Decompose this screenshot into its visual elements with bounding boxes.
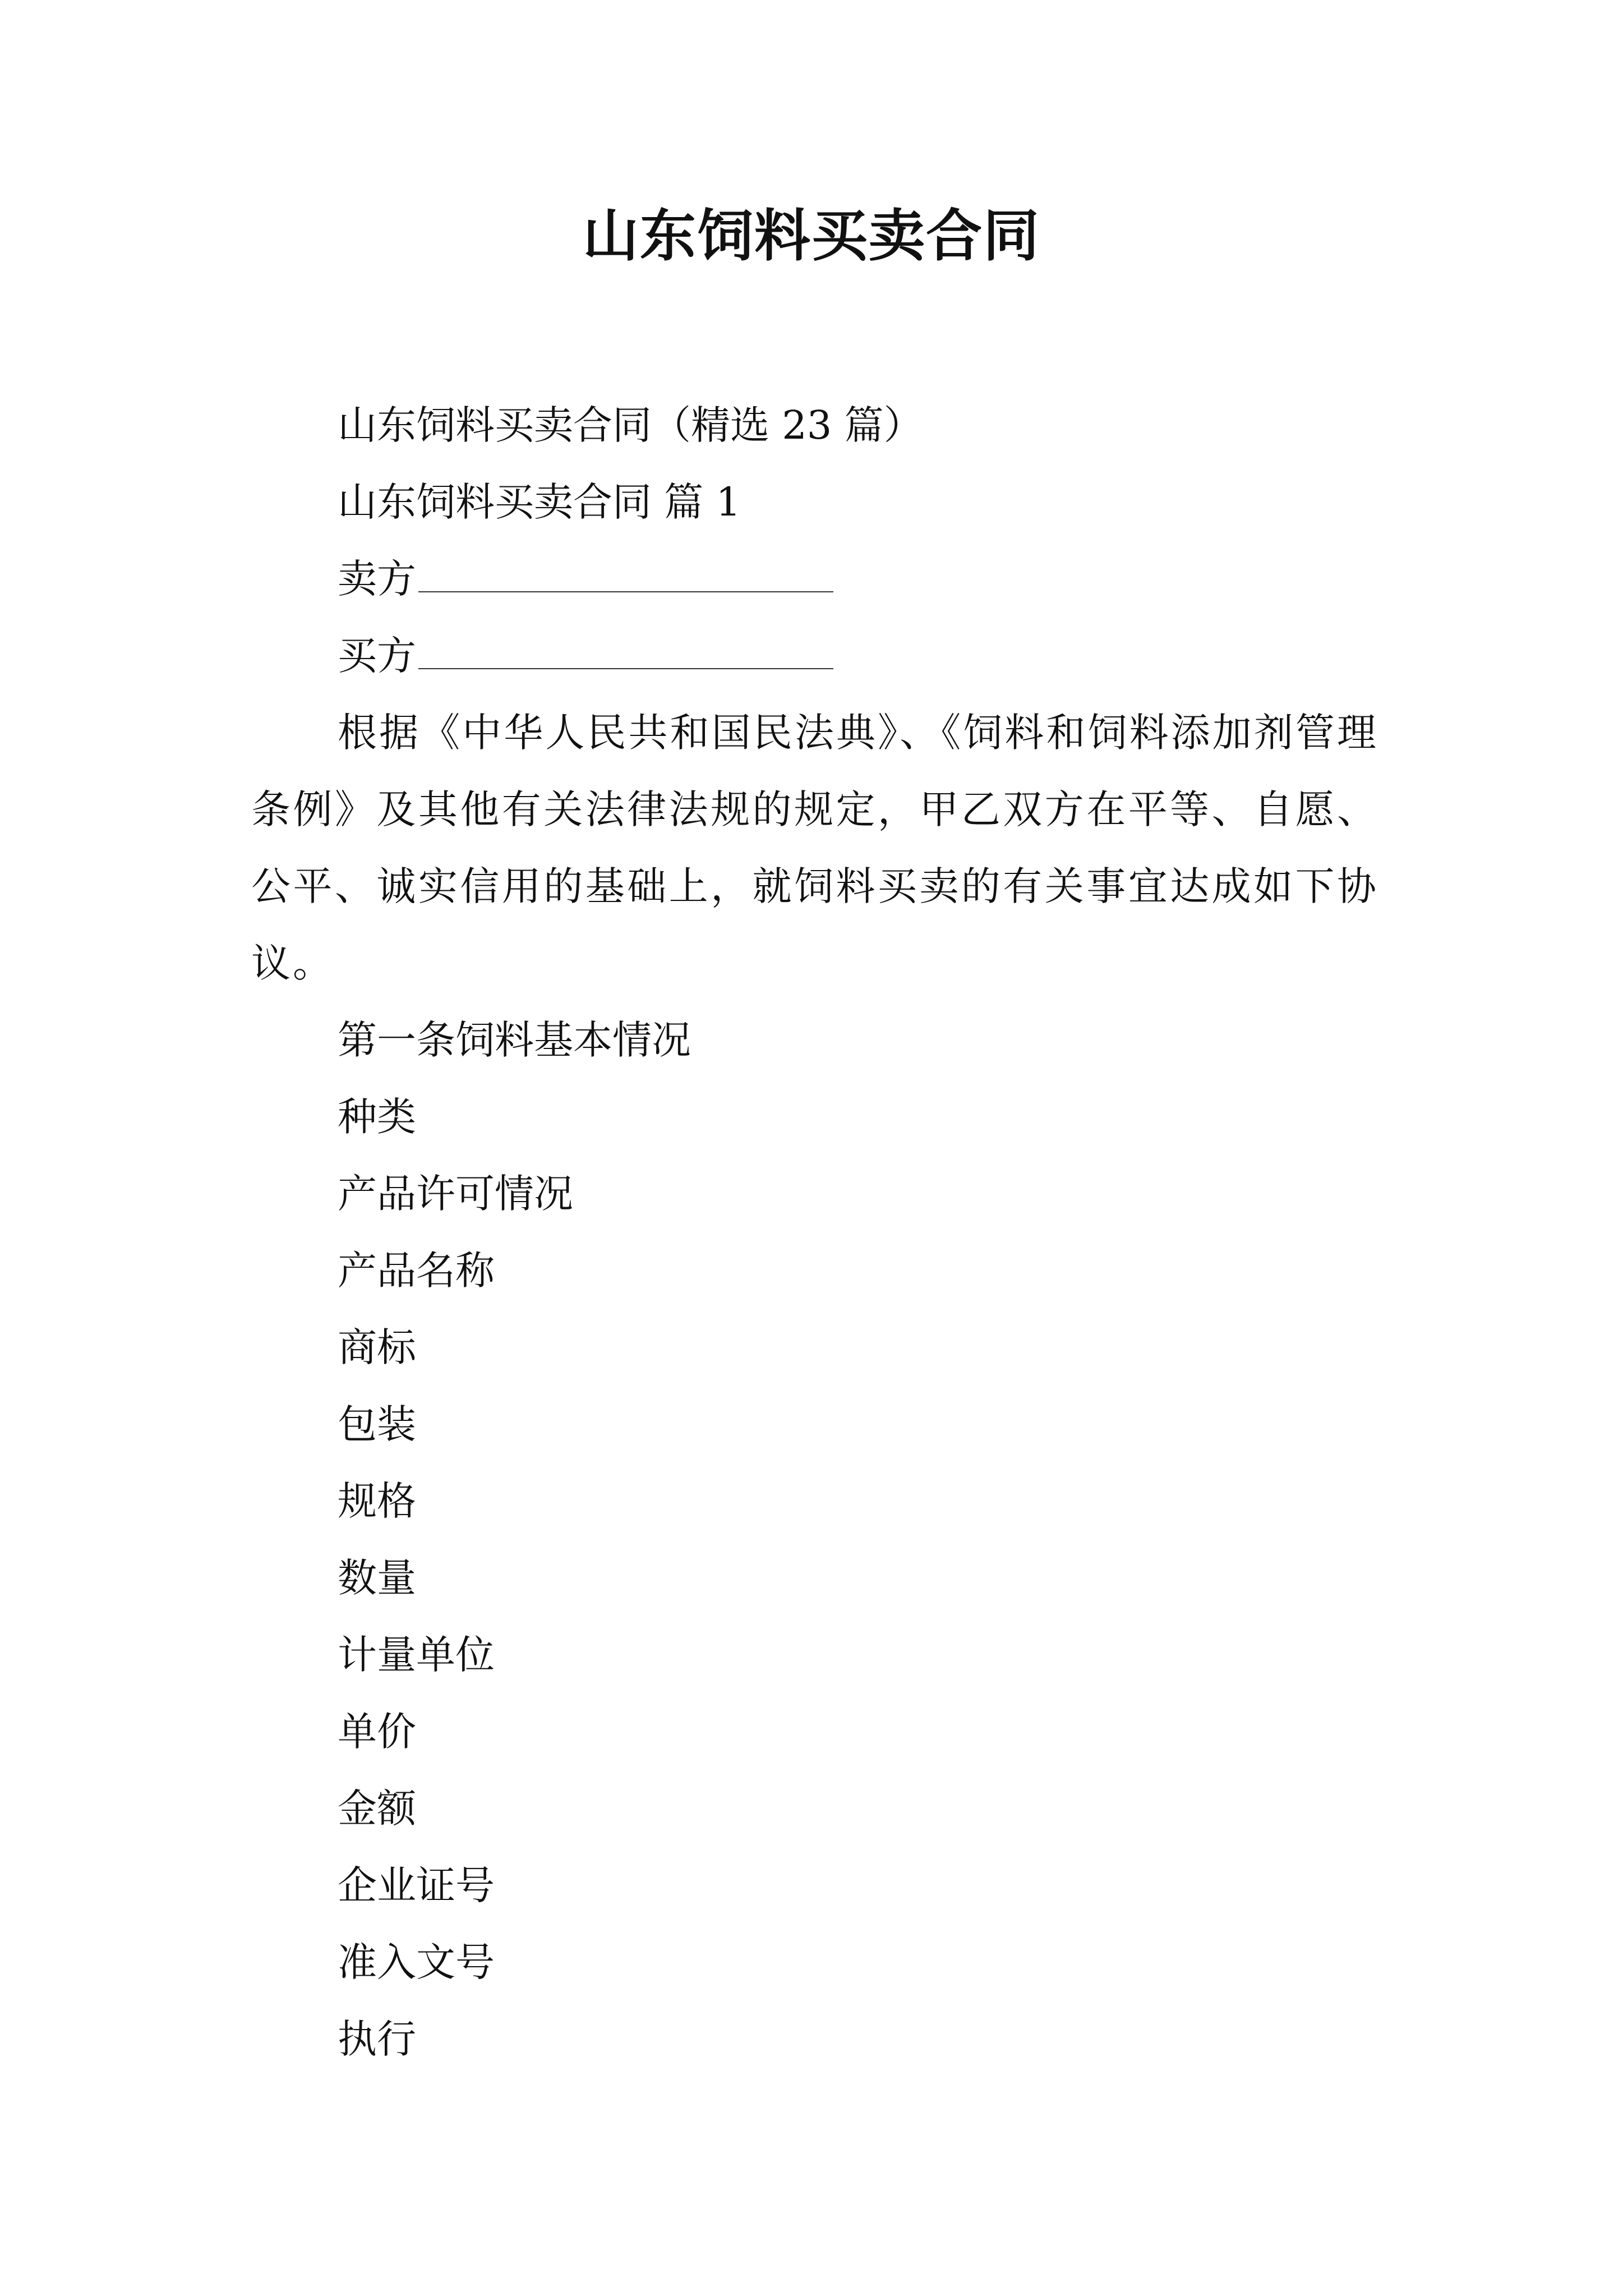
buyer-blank — [418, 664, 833, 669]
collection-heading: 山东饲料买卖合同（精选 23 篇） — [338, 402, 923, 448]
buyer-label: 买方 — [338, 633, 416, 679]
list-item: 数量 — [338, 1555, 416, 1601]
list-item: 种类 — [338, 1094, 416, 1140]
list-item: 准入文号 — [338, 1939, 495, 1985]
list-item: 包装 — [338, 1401, 416, 1447]
chapter-heading: 山东饲料买卖合同 篇 1 — [338, 479, 741, 525]
list-item: 规格 — [338, 1478, 416, 1524]
list-item: 单价 — [338, 1709, 416, 1755]
list-item: 计量单位 — [338, 1632, 495, 1678]
list-item: 产品名称 — [338, 1248, 495, 1294]
document-body — [251, 387, 1378, 2078]
seller-blank — [418, 587, 833, 592]
list-item: 金额 — [338, 1786, 416, 1832]
preamble-paragraph: 根据《中华人民共和国民法典》、《饲料和饲料添加剂管理条例》及其他有关法律法规的规定，甲乙双方在平等、自愿、公平、诚实信用的基础上，就饲料买卖的有关事宜达成如下协议。 — [251, 710, 1378, 986]
buyer-line — [251, 618, 1378, 694]
document-title: 山东饲料买卖合同 — [583, 203, 1040, 269]
seller-line — [251, 541, 1378, 618]
list-item: 企业证号 — [338, 1862, 495, 1908]
list-item: 商标 — [338, 1324, 416, 1370]
seller-label: 卖方 — [338, 556, 416, 602]
article-1-heading: 第一条饲料基本情况 — [338, 1017, 691, 1063]
list-item: 产品许可情况 — [338, 1171, 573, 1217]
list-item: 执行 — [338, 2016, 416, 2062]
